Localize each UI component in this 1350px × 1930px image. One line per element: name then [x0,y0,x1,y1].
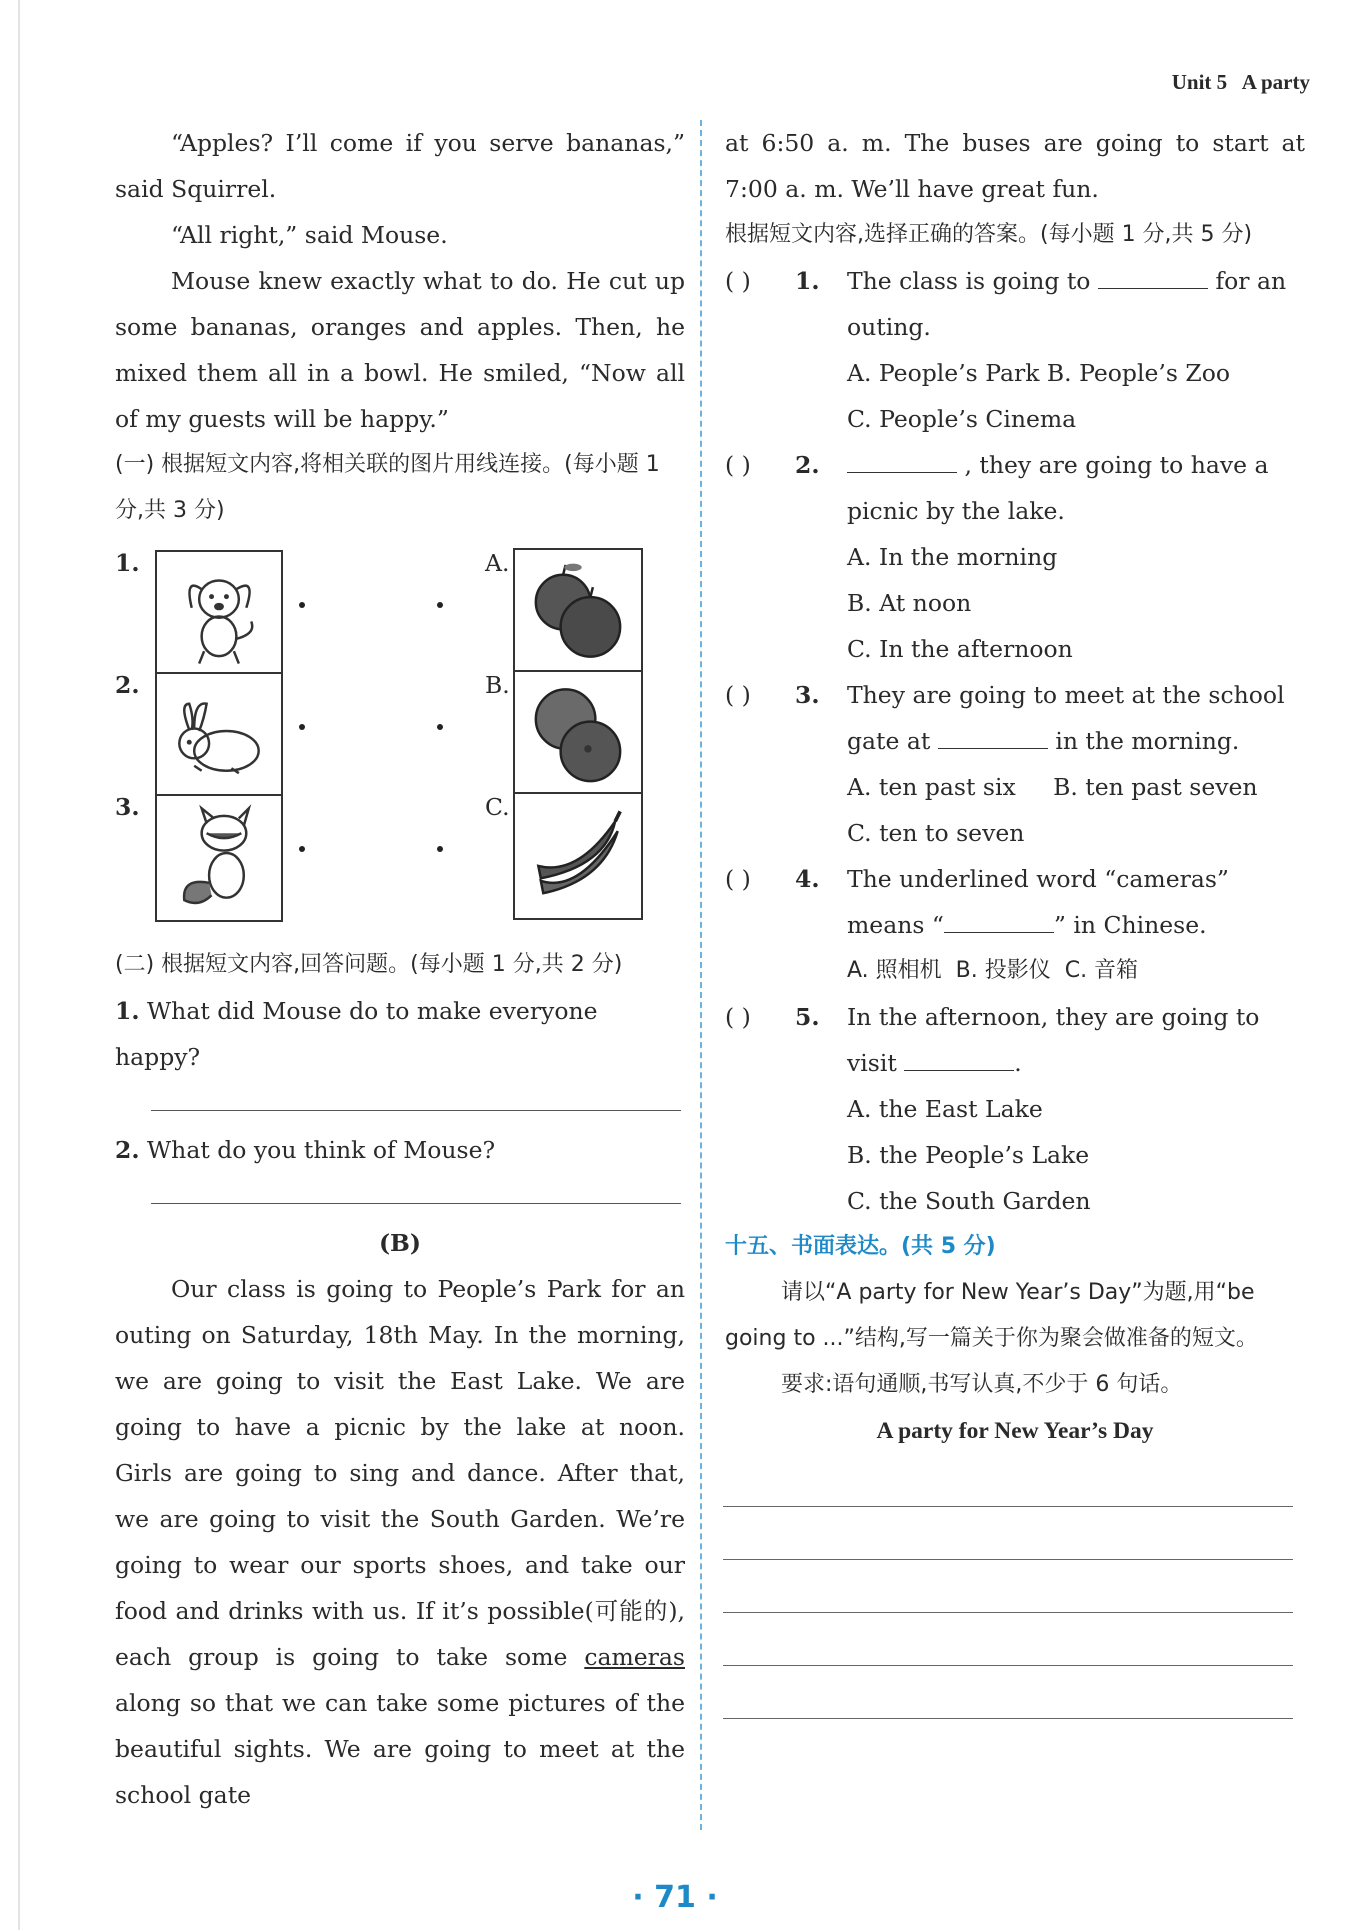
answer-bracket[interactable]: ( ) [725,681,751,709]
question-text: They are going to meet at the school gate at [847,681,1285,755]
match-dot[interactable] [299,846,305,852]
question-text: for an outing. [847,267,1287,341]
answer-blank[interactable] [847,448,957,473]
unit-label: Unit 5 [1171,70,1228,94]
answer-bracket[interactable]: ( ) [725,1003,751,1031]
question-number: 2. [795,451,820,479]
writing-section-title: 十五、书面表达。(共 5 分) [725,1234,996,1259]
writing-requirement: 要求:语句通顺,书写认真,不少于 6 句话。 [781,1372,1183,1397]
story-paragraph: “Apples? I’ll come if you serve bananas,” said Squirrel. [115,129,685,203]
match-dot[interactable] [437,602,443,608]
answer-blank[interactable] [938,724,1048,749]
bananas-picture [513,792,643,920]
underlined-word: cameras [584,1643,685,1671]
match-dot[interactable] [437,724,443,730]
quiz-question-2 [725,442,1305,534]
option-line: A. In the morning [847,543,1058,571]
quiz-question-1 [725,258,1305,350]
unit-title: A party [1241,70,1310,94]
question-number: 5. [795,1003,820,1031]
option-line: A. ten past six B. ten past seven [847,773,1258,801]
item-letter: B. [485,671,510,699]
answer-bracket[interactable]: ( ) [725,451,751,479]
writing-prompt: 请以“A party for New Year’s Day”为题,用“be going to ...”结构,写一篇关于你为聚会做准备的短文。 [725,1280,1258,1351]
writing-line[interactable] [723,1507,1293,1560]
right-column [725,120,1305,1719]
quiz-question-5 [725,994,1305,1086]
option-line: B. At noon [847,589,972,617]
answer-bracket[interactable]: ( ) [725,865,751,893]
passage-b-text-tail: along so that we can take some pictures of the beautiful sights. We are going to meet at the school gate [115,1689,685,1809]
page-edge [18,0,20,1930]
option-line: B. the People’s Lake [847,1141,1090,1169]
question-text: . [1014,1049,1022,1077]
question-number: 1. [115,997,140,1025]
part2-instruction: (二) 根据短文内容,回答问题。(每小题 1 分,共 2 分) [115,952,623,977]
question-number: 1. [795,267,820,295]
quiz-instruction: 根据短文内容,选择正确的答案。(每小题 1 分,共 5 分) [725,222,1253,247]
question-text: , they are going to have a picnic by the lake. [847,451,1269,525]
quiz-question-4 [725,856,1305,948]
question-number: 4. [795,865,820,893]
page-number: · 71 · [632,1880,718,1915]
question-number: 2. [115,1136,140,1164]
answer-bracket[interactable]: ( ) [725,267,751,295]
item-letter: A. [485,549,510,577]
page-header [1172,70,1310,95]
essay-title: A party for New Year’s Day [876,1418,1154,1444]
match-dot[interactable] [299,724,305,730]
passage-b-label: (B) [378,1229,422,1257]
answer-question-1 [115,988,685,1080]
passage-b-paragraph [115,1266,685,1818]
item-number: 3. [115,793,140,821]
question-text: What did Mouse do to make everyone happy? [115,997,598,1071]
raccoon-picture [155,794,283,922]
left-column [115,120,685,1818]
passage-b-continued: at 6:50 a. m. The buses are going to start at 7:00 a. m. We’ll have great fun. [725,129,1305,203]
passage-b-text: Our class is going to People’s Park for an outing on Saturday, 18th May. In the morning, we are going to visit the East Lake. We are going to have a picnic by the lake at noon. Girls are going to sing and dance. After that, we are going to visit the South Garden. We’re going to wear our sports shoes, and take our food and drinks with us. If it’s possible(可能的), each group is going to take some [115,1275,685,1671]
option-line: C. the South Garden [847,1187,1091,1215]
question-text: ” in Chinese. [1053,911,1207,939]
option-line: A. the East Lake [847,1095,1043,1123]
item-number: 1. [115,549,140,577]
story-paragraph: “All right,” said Mouse. [171,221,448,249]
part1-instruction: (一) 根据短文内容,将相关联的图片用线连接。(每小题 1 分,共 3 分) [115,452,660,523]
option-line: C. In the afternoon [847,635,1073,663]
option-line: C. People’s Cinema [847,405,1077,433]
story-paragraph: Mouse knew exactly what to do. He cut up some bananas, oranges and apples. Then, he mixed them all in a bowl. He smiled, “Now all of my guests will be happy.” [115,267,685,433]
answer-blank[interactable] [904,1046,1014,1071]
column-divider [700,120,702,1830]
answer-blank[interactable] [1098,264,1208,289]
answer-blank[interactable] [944,908,1054,933]
quiz-question-3 [725,672,1305,764]
answer-line[interactable] [151,1173,681,1204]
option-line: A. 照相机 B. 投影仪 C. 音箱 [847,958,1139,983]
option-line: A. People’s Park B. People’s Zoo [847,359,1231,387]
match-dot[interactable] [299,602,305,608]
writing-line[interactable] [723,1666,1293,1719]
question-text: What do you think of Mouse? [147,1136,496,1164]
answer-question-2 [115,1127,685,1173]
question-text: The underlined word “cameras” means “ [847,865,1229,939]
rabbit-picture [155,672,283,800]
writing-line[interactable] [723,1454,1293,1507]
match-row-3 [115,784,685,934]
question-text: In the afternoon, they are going to visit [847,1003,1260,1077]
writing-line[interactable] [723,1560,1293,1613]
option-line: C. ten to seven [847,819,1025,847]
match-dot[interactable] [437,846,443,852]
oranges-picture [513,670,643,798]
item-number: 2. [115,671,140,699]
apples-picture [513,548,643,676]
writing-line[interactable] [723,1613,1293,1666]
dog-picture [155,550,283,678]
question-text: The class is going to [847,267,1091,295]
question-number: 3. [795,681,820,709]
question-text: in the morning. [1055,727,1240,755]
item-letter: C. [485,793,510,821]
answer-line[interactable] [151,1080,681,1111]
